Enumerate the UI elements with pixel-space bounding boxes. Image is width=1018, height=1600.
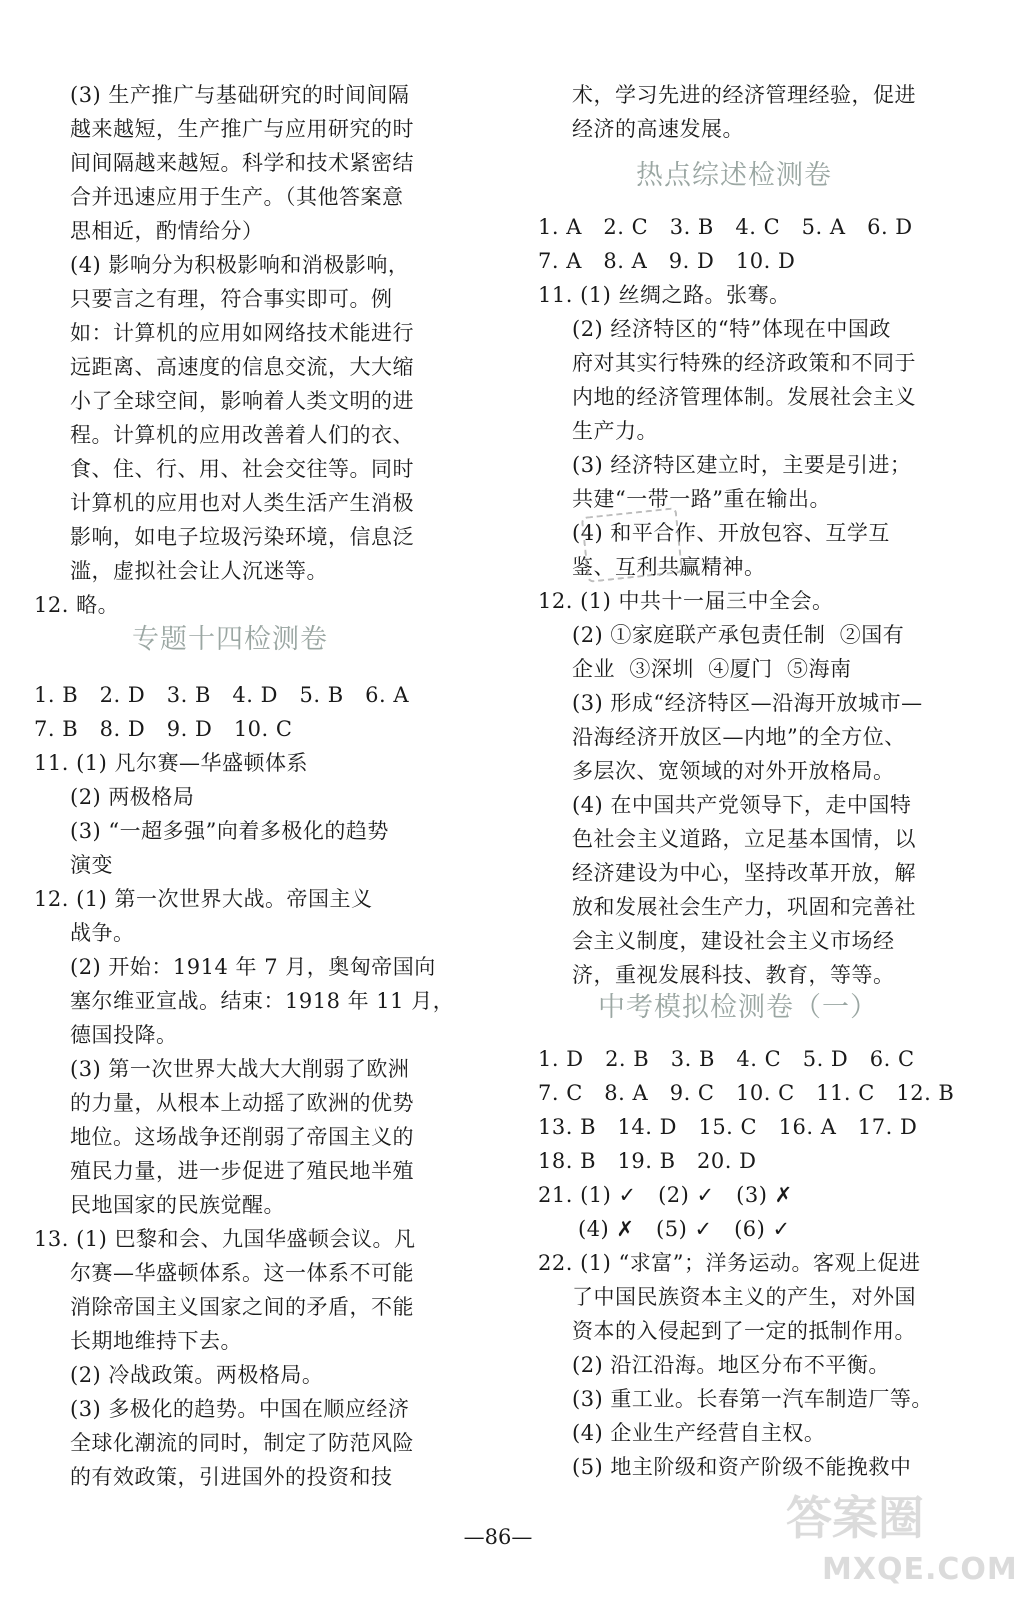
- text-line: 资本的入侵起到了一定的抵制作用。: [572, 1319, 916, 1343]
- text-line: 了中国民族资本主义的产生，对外国: [572, 1285, 916, 1309]
- text-line: 色社会主义道路，立足基本国情，以: [572, 827, 916, 851]
- answer-line: 7. B 8. D 9. D 10. C: [34, 717, 293, 741]
- text-line: 生产力。: [572, 419, 658, 443]
- text-line: (2) 冷战政策。两极格局。: [70, 1363, 324, 1387]
- text-line: (5) 地主阶级和资产阶级不能挽救中: [572, 1455, 912, 1479]
- text-line: 经济的高速发展。: [572, 117, 744, 141]
- text-line: 沿海经济开放区—内地”的全方位、: [572, 725, 906, 749]
- text-line: (2) ①家庭联产承包责任制 ②国有: [572, 623, 905, 647]
- text-line: (3) 多极化的趋势。中国在顺应经济: [70, 1397, 410, 1421]
- text-line: (3) 第一次世界大战大大削弱了欧洲: [70, 1057, 410, 1081]
- text-line: 塞尔维亚宣战。结束：1918 年 11 月，: [70, 989, 455, 1013]
- answer-line: 1. B 2. D 3. B 4. D 5. B 6. A: [34, 683, 410, 707]
- text-line: (4) 企业生产经营自主权。: [572, 1421, 826, 1445]
- answer-line: 18. B 19. B 20. D: [538, 1149, 757, 1173]
- text-line: 德国投降。: [70, 1023, 178, 1047]
- text-line: 思相近，酌情给分）: [70, 219, 264, 243]
- text-line: (2) 两极格局: [70, 785, 195, 809]
- text-line: 计算机的应用也对人类生活产生消极: [70, 491, 414, 515]
- section-heading: 热点综述检测卷: [636, 160, 832, 191]
- text-line: 滥，虚拟社会让人沉迷等。: [70, 559, 328, 583]
- text-line: (3) 经济特区建立时，主要是引进；: [572, 453, 912, 477]
- text-line: 长期地维持下去。: [70, 1329, 242, 1353]
- text-line: 小了全球空间，影响着人类文明的进: [70, 389, 414, 413]
- answer-line: 13. B 14. D 15. C 16. A 17. D: [538, 1115, 918, 1139]
- text-line: (3) 重工业。长春第一汽车制造厂等。: [572, 1387, 933, 1411]
- text-line: 民地国家的民族觉醒。: [70, 1193, 285, 1217]
- text-line: 只要言之有理，符合事实即可。例: [70, 287, 393, 311]
- text-line: 越来越短，生产推广与应用研究的时: [70, 117, 414, 141]
- answer-line: 7. A 8. A 9. D 10. D: [538, 249, 796, 273]
- text-line: 合并迅速应用于生产。（其他答案意: [70, 185, 404, 209]
- text-line: 11. (1) 凡尔赛—华盛顿体系: [34, 751, 308, 775]
- stamp-mark: [581, 507, 683, 583]
- section-heading: 中考模拟检测卷（一）: [598, 992, 878, 1023]
- text-line: 府对其实行特殊的经济政策和不同于: [572, 351, 916, 375]
- text-line: (4) 影响分为积极影响和消极影响，: [70, 253, 410, 277]
- text-line: 影响，如电子垃圾污染环境，信息泛: [70, 525, 414, 549]
- section-heading: 专题十四检测卷: [132, 624, 328, 655]
- text-line: (2) 沿江沿海。地区分布不平衡。: [572, 1353, 890, 1377]
- text-line: 地位。这场战争还削弱了帝国主义的: [70, 1125, 414, 1149]
- text-line: 如：计算机的应用如网络技术能进行: [70, 321, 414, 345]
- text-line: 殖民力量，进一步促进了殖民地半殖: [70, 1159, 414, 1183]
- text-line: (3) 形成“经济特区—沿海开放城市—: [572, 691, 923, 715]
- text-line: (4) 在中国共产党领导下，走中国特: [572, 793, 912, 817]
- text-line: 战争。: [70, 921, 135, 945]
- text-line: 间间隔越来越短。科学和技术紧密结: [70, 151, 414, 175]
- text-line: (3) “一超多强”向着多极化的趋势: [70, 819, 389, 843]
- watermark-title: 答案圈: [786, 1491, 924, 1545]
- text-line: (2) 经济特区的“特”体现在中国政: [572, 317, 891, 341]
- text-line: 22. (1) “求富”；洋务运动。客观上促进: [538, 1251, 921, 1275]
- answer-line: 21. (1) ✓ (2) ✓ (3) ✗: [538, 1183, 793, 1207]
- text-line: 远距离、高速度的信息交流，大大缩: [70, 355, 414, 379]
- text-line: 程。计算机的应用改善着人们的衣、: [70, 423, 414, 447]
- text-line: 企业 ③深圳 ④厦门 ⑤海南: [572, 657, 852, 681]
- text-line: 会主义制度，建设社会主义市场经: [572, 929, 895, 953]
- text-line: 放和发展社会生产力，巩固和完善社: [572, 895, 916, 919]
- answer-line: (4) ✗ (5) ✓ (6) ✓: [578, 1217, 791, 1241]
- text-line: 11. (1) 丝绸之路。张骞。: [538, 283, 791, 307]
- text-line: 13. (1) 巴黎和会、九国华盛顿会议。凡: [34, 1227, 416, 1251]
- text-line: (2) 开始：1914 年 7 月，奥匈帝国向: [70, 955, 436, 979]
- text-line: 经济建设为中心，坚持改革开放，解: [572, 861, 916, 885]
- text-line: 食、住、行、用、社会交往等。同时: [70, 457, 414, 481]
- answer-line: 1. A 2. C 3. B 4. C 5. A 6. D: [538, 215, 913, 239]
- text-line: 演变: [70, 853, 113, 877]
- answer-line: 7. C 8. A 9. C 10. C 11. C 12. B: [538, 1081, 955, 1105]
- watermark-url: MXQE.COM: [822, 1552, 1018, 1587]
- text-line: 济，重视发展科技、教育，等等。: [572, 963, 895, 987]
- text-line: 共建“一带一路”重在输出。: [572, 487, 831, 511]
- text-line: 的有效政策，引进国外的投资和技: [70, 1465, 393, 1489]
- text-line: 多层次、宽领域的对外开放格局。: [572, 759, 895, 783]
- text-line: (3) 生产推广与基础研究的时间间隔: [70, 83, 410, 107]
- page-number: —86—: [463, 1525, 533, 1549]
- answer-line: 1. D 2. B 3. B 4. C 5. D 6. C: [538, 1047, 915, 1071]
- text-line: (4) 和平合作、开放包容、互学互: [572, 521, 890, 545]
- text-line: 术，学习先进的经济管理经验，促进: [572, 83, 916, 107]
- watermark-logo: [778, 1490, 1018, 1596]
- text-line: 消除帝国主义国家之间的矛盾，不能: [70, 1295, 414, 1319]
- text-line: 12. 略。: [34, 593, 120, 617]
- text-line: 12. (1) 中共十一届三中全会。: [538, 589, 834, 613]
- text-line: 的力量，从根本上动摇了欧洲的优势: [70, 1091, 414, 1115]
- text-line: 全球化潮流的同时，制定了防范风险: [70, 1431, 414, 1455]
- text-line: 12. (1) 第一次世界大战。帝国主义: [34, 887, 373, 911]
- text-line: 尔赛—华盛顿体系。这一体系不可能: [70, 1261, 414, 1285]
- text-line: 内地的经济管理体制。发展社会主义: [572, 385, 916, 409]
- text-line: 鉴、互利共赢精神。: [572, 555, 766, 579]
